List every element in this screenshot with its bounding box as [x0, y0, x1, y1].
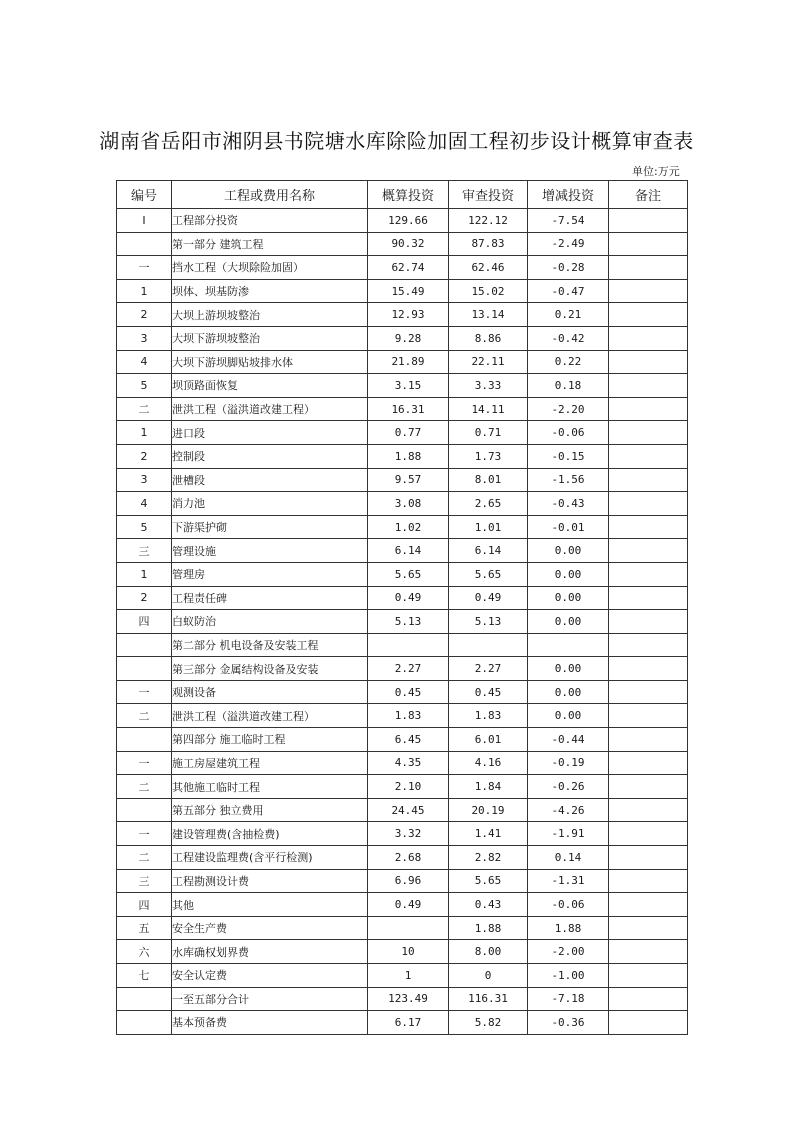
row-name: 进口段 [172, 421, 368, 445]
row-review: 0.49 [449, 586, 528, 610]
row-number: 六 [117, 940, 172, 964]
row-number [117, 657, 172, 681]
row-review: 62.46 [449, 256, 528, 280]
table-row [117, 209, 688, 233]
row-name: 第二部分 机电设备及安装工程 [172, 633, 368, 657]
table-row [117, 256, 688, 280]
row-number: 5 [117, 374, 172, 398]
row-number: I [117, 209, 172, 233]
row-estimate: 6.14 [368, 539, 449, 563]
row-estimate: 2.27 [368, 657, 449, 681]
row-estimate: 3.32 [368, 822, 449, 846]
row-estimate: 129.66 [368, 209, 449, 233]
table-row [117, 964, 688, 988]
row-diff: 0.21 [528, 303, 609, 327]
row-number [117, 798, 172, 822]
document-title: 湖南省岳阳市湘阴县书院塘水库除险加固工程初步设计概算审查表 [99, 129, 694, 153]
row-name: 坝体、坝基防渗 [172, 279, 368, 303]
table-row [117, 822, 688, 846]
row-note [609, 728, 688, 752]
row-number: 2 [117, 586, 172, 610]
row-estimate: 1.88 [368, 444, 449, 468]
table-row [117, 326, 688, 350]
table-row [117, 657, 688, 681]
row-review: 2.82 [449, 846, 528, 870]
table-body [117, 209, 688, 1035]
row-diff: 0.00 [528, 562, 609, 586]
row-estimate [368, 916, 449, 940]
row-diff: -0.01 [528, 515, 609, 539]
row-name: 坝顶路面恢复 [172, 374, 368, 398]
row-note [609, 940, 688, 964]
row-diff: 1.88 [528, 916, 609, 940]
row-diff: -4.26 [528, 798, 609, 822]
row-review: 5.65 [449, 869, 528, 893]
row-note [609, 421, 688, 445]
row-name: 施工房屋建筑工程 [172, 751, 368, 775]
header-diff: 增减投资 [528, 181, 609, 209]
row-name: 管理设施 [172, 539, 368, 563]
row-number: 1 [117, 562, 172, 586]
row-review: 87.83 [449, 232, 528, 256]
row-number: 5 [117, 515, 172, 539]
row-review: 1.84 [449, 775, 528, 799]
row-number: 三 [117, 539, 172, 563]
row-review: 116.31 [449, 987, 528, 1011]
row-note [609, 916, 688, 940]
row-diff: -2.49 [528, 232, 609, 256]
row-number: 3 [117, 326, 172, 350]
row-diff: 0.18 [528, 374, 609, 398]
row-name: 其他施工临时工程 [172, 775, 368, 799]
row-note [609, 657, 688, 681]
row-name: 消力池 [172, 492, 368, 516]
row-note [609, 515, 688, 539]
row-note [609, 680, 688, 704]
row-number: 七 [117, 964, 172, 988]
row-diff [528, 633, 609, 657]
row-name: 一至五部分合计 [172, 987, 368, 1011]
table-row [117, 869, 688, 893]
row-number: 三 [117, 869, 172, 893]
row-note [609, 846, 688, 870]
row-review: 8.01 [449, 468, 528, 492]
row-number: 一 [117, 680, 172, 704]
row-diff: -0.44 [528, 728, 609, 752]
row-note [609, 751, 688, 775]
table-row [117, 916, 688, 940]
row-review: 6.14 [449, 539, 528, 563]
row-note [609, 350, 688, 374]
row-note [609, 633, 688, 657]
row-diff: -0.15 [528, 444, 609, 468]
row-estimate: 6.45 [368, 728, 449, 752]
table-row [117, 633, 688, 657]
row-name: 大坝上游坝坡整治 [172, 303, 368, 327]
row-name: 下游渠护砌 [172, 515, 368, 539]
row-estimate: 5.13 [368, 610, 449, 634]
row-note [609, 893, 688, 917]
row-number: 3 [117, 468, 172, 492]
row-review: 22.11 [449, 350, 528, 374]
row-number: 4 [117, 350, 172, 374]
row-number [117, 633, 172, 657]
row-number: 二 [117, 397, 172, 421]
row-diff: 0.00 [528, 657, 609, 681]
row-estimate: 9.28 [368, 326, 449, 350]
table-row [117, 279, 688, 303]
row-note [609, 256, 688, 280]
row-number [117, 987, 172, 1011]
row-review: 122.12 [449, 209, 528, 233]
row-diff: -0.36 [528, 1011, 609, 1035]
row-number: 4 [117, 492, 172, 516]
row-review [449, 633, 528, 657]
row-estimate: 1.83 [368, 704, 449, 728]
row-name: 管理房 [172, 562, 368, 586]
row-estimate: 62.74 [368, 256, 449, 280]
row-number: 二 [117, 704, 172, 728]
row-review: 1.88 [449, 916, 528, 940]
row-name: 其他 [172, 893, 368, 917]
row-note [609, 303, 688, 327]
row-estimate: 16.31 [368, 397, 449, 421]
row-estimate: 2.10 [368, 775, 449, 799]
row-note [609, 232, 688, 256]
row-number: 1 [117, 421, 172, 445]
row-estimate: 21.89 [368, 350, 449, 374]
table-row [117, 1011, 688, 1035]
row-note [609, 1011, 688, 1035]
row-note [609, 562, 688, 586]
row-note [609, 987, 688, 1011]
table-row [117, 704, 688, 728]
table-row [117, 940, 688, 964]
row-estimate: 2.68 [368, 846, 449, 870]
row-note [609, 798, 688, 822]
row-number: 一 [117, 751, 172, 775]
row-name: 安全生产费 [172, 916, 368, 940]
table-row [117, 987, 688, 1011]
row-diff: 0.00 [528, 539, 609, 563]
row-number: 四 [117, 610, 172, 634]
table-row [117, 798, 688, 822]
row-diff: -0.06 [528, 421, 609, 445]
row-review: 2.65 [449, 492, 528, 516]
table-row [117, 350, 688, 374]
row-number: 2 [117, 303, 172, 327]
row-estimate: 0.49 [368, 893, 449, 917]
row-review: 1.41 [449, 822, 528, 846]
row-estimate: 5.65 [368, 562, 449, 586]
table-row [117, 397, 688, 421]
row-number: 2 [117, 444, 172, 468]
row-number: 四 [117, 893, 172, 917]
row-review: 1.73 [449, 444, 528, 468]
row-estimate: 3.15 [368, 374, 449, 398]
row-estimate: 90.32 [368, 232, 449, 256]
row-diff: -0.06 [528, 893, 609, 917]
row-name: 建设管理费(含抽检费) [172, 822, 368, 846]
row-name: 大坝下游坝坡整治 [172, 326, 368, 350]
row-note [609, 775, 688, 799]
row-name: 控制段 [172, 444, 368, 468]
row-estimate: 10 [368, 940, 449, 964]
row-diff: -1.00 [528, 964, 609, 988]
row-diff: -2.00 [528, 940, 609, 964]
row-name: 大坝下游坝脚贴坡排水体 [172, 350, 368, 374]
row-review: 0.43 [449, 893, 528, 917]
row-name: 挡水工程（大坝除险加固） [172, 256, 368, 280]
row-estimate: 0.45 [368, 680, 449, 704]
row-name: 观测设备 [172, 680, 368, 704]
row-diff: 0.00 [528, 610, 609, 634]
row-number: 二 [117, 846, 172, 870]
row-note [609, 209, 688, 233]
row-note [609, 492, 688, 516]
table-row [117, 610, 688, 634]
row-estimate [368, 633, 449, 657]
row-number [117, 1011, 172, 1035]
table-row [117, 232, 688, 256]
row-review: 1.83 [449, 704, 528, 728]
table-row [117, 421, 688, 445]
row-note [609, 964, 688, 988]
table-row [117, 303, 688, 327]
row-review: 0.45 [449, 680, 528, 704]
table-row [117, 680, 688, 704]
row-review: 6.01 [449, 728, 528, 752]
table-row [117, 562, 688, 586]
row-name: 工程勘测设计费 [172, 869, 368, 893]
table-row [117, 893, 688, 917]
row-name: 基本预备费 [172, 1011, 368, 1035]
row-diff: 0.00 [528, 680, 609, 704]
table-row [117, 751, 688, 775]
table-row [117, 728, 688, 752]
row-estimate: 24.45 [368, 798, 449, 822]
header-review: 审查投资 [449, 181, 528, 209]
table-row [117, 846, 688, 870]
row-diff: -1.31 [528, 869, 609, 893]
row-note [609, 869, 688, 893]
row-name: 泄洪工程（溢洪道改建工程） [172, 397, 368, 421]
row-diff: -0.43 [528, 492, 609, 516]
row-number: 一 [117, 256, 172, 280]
row-name: 工程部分投资 [172, 209, 368, 233]
row-estimate: 0.49 [368, 586, 449, 610]
row-number: 1 [117, 279, 172, 303]
row-review: 14.11 [449, 397, 528, 421]
row-number: 一 [117, 822, 172, 846]
row-number: 二 [117, 775, 172, 799]
row-estimate: 4.35 [368, 751, 449, 775]
row-estimate: 3.08 [368, 492, 449, 516]
row-estimate: 9.57 [368, 468, 449, 492]
table-row [117, 515, 688, 539]
row-number [117, 728, 172, 752]
row-note [609, 444, 688, 468]
row-estimate: 123.49 [368, 987, 449, 1011]
row-number: 五 [117, 916, 172, 940]
table-row [117, 468, 688, 492]
table-row [117, 444, 688, 468]
row-diff: 0.14 [528, 846, 609, 870]
row-diff: -0.19 [528, 751, 609, 775]
row-review: 0.71 [449, 421, 528, 445]
row-diff: -7.18 [528, 987, 609, 1011]
row-number [117, 232, 172, 256]
row-estimate: 1.02 [368, 515, 449, 539]
table-row [117, 539, 688, 563]
row-estimate: 1 [368, 964, 449, 988]
row-review: 0 [449, 964, 528, 988]
table-row [117, 586, 688, 610]
row-review: 8.86 [449, 326, 528, 350]
row-diff: -0.26 [528, 775, 609, 799]
row-review: 8.00 [449, 940, 528, 964]
row-review: 1.01 [449, 515, 528, 539]
row-note [609, 704, 688, 728]
row-estimate: 0.77 [368, 421, 449, 445]
table-row [117, 492, 688, 516]
row-name: 泄槽段 [172, 468, 368, 492]
row-review: 15.02 [449, 279, 528, 303]
row-name: 第一部分 建筑工程 [172, 232, 368, 256]
row-diff: -1.56 [528, 468, 609, 492]
row-note [609, 539, 688, 563]
row-review: 20.19 [449, 798, 528, 822]
row-note [609, 610, 688, 634]
table-row [117, 374, 688, 398]
row-note [609, 374, 688, 398]
row-name: 泄洪工程（溢洪道改建工程） [172, 704, 368, 728]
row-note [609, 279, 688, 303]
header-estimate: 概算投资 [368, 181, 449, 209]
row-diff: 0.00 [528, 586, 609, 610]
table-row [117, 775, 688, 799]
row-estimate: 15.49 [368, 279, 449, 303]
row-diff: -0.42 [528, 326, 609, 350]
row-name: 白蚁防治 [172, 610, 368, 634]
row-review: 5.65 [449, 562, 528, 586]
row-diff: 0.00 [528, 704, 609, 728]
row-note [609, 397, 688, 421]
row-review: 4.16 [449, 751, 528, 775]
row-review: 5.13 [449, 610, 528, 634]
row-name: 第三部分 金属结构设备及安装 [172, 657, 368, 681]
row-name: 水库确权划界费 [172, 940, 368, 964]
header-note: 备注 [609, 181, 688, 209]
row-review: 2.27 [449, 657, 528, 681]
row-diff: -7.54 [528, 209, 609, 233]
unit-label: 单位:万元 [632, 165, 680, 178]
row-note [609, 326, 688, 350]
row-estimate: 6.17 [368, 1011, 449, 1035]
row-note [609, 468, 688, 492]
table-header-row [117, 181, 688, 209]
row-diff: -0.28 [528, 256, 609, 280]
row-name: 工程责任碑 [172, 586, 368, 610]
header-no: 编号 [117, 181, 172, 209]
row-diff: -1.91 [528, 822, 609, 846]
row-review: 13.14 [449, 303, 528, 327]
row-note [609, 586, 688, 610]
row-name: 第五部分 独立费用 [172, 798, 368, 822]
row-review: 3.33 [449, 374, 528, 398]
review-table [116, 180, 688, 1035]
row-name: 第四部分 施工临时工程 [172, 728, 368, 752]
header-name: 工程或费用名称 [172, 181, 368, 209]
row-estimate: 6.96 [368, 869, 449, 893]
row-review: 5.82 [449, 1011, 528, 1035]
row-diff: 0.22 [528, 350, 609, 374]
row-diff: -2.20 [528, 397, 609, 421]
row-name: 安全认定费 [172, 964, 368, 988]
row-estimate: 12.93 [368, 303, 449, 327]
row-note [609, 822, 688, 846]
row-name: 工程建设监理费(含平行检测) [172, 846, 368, 870]
row-diff: -0.47 [528, 279, 609, 303]
